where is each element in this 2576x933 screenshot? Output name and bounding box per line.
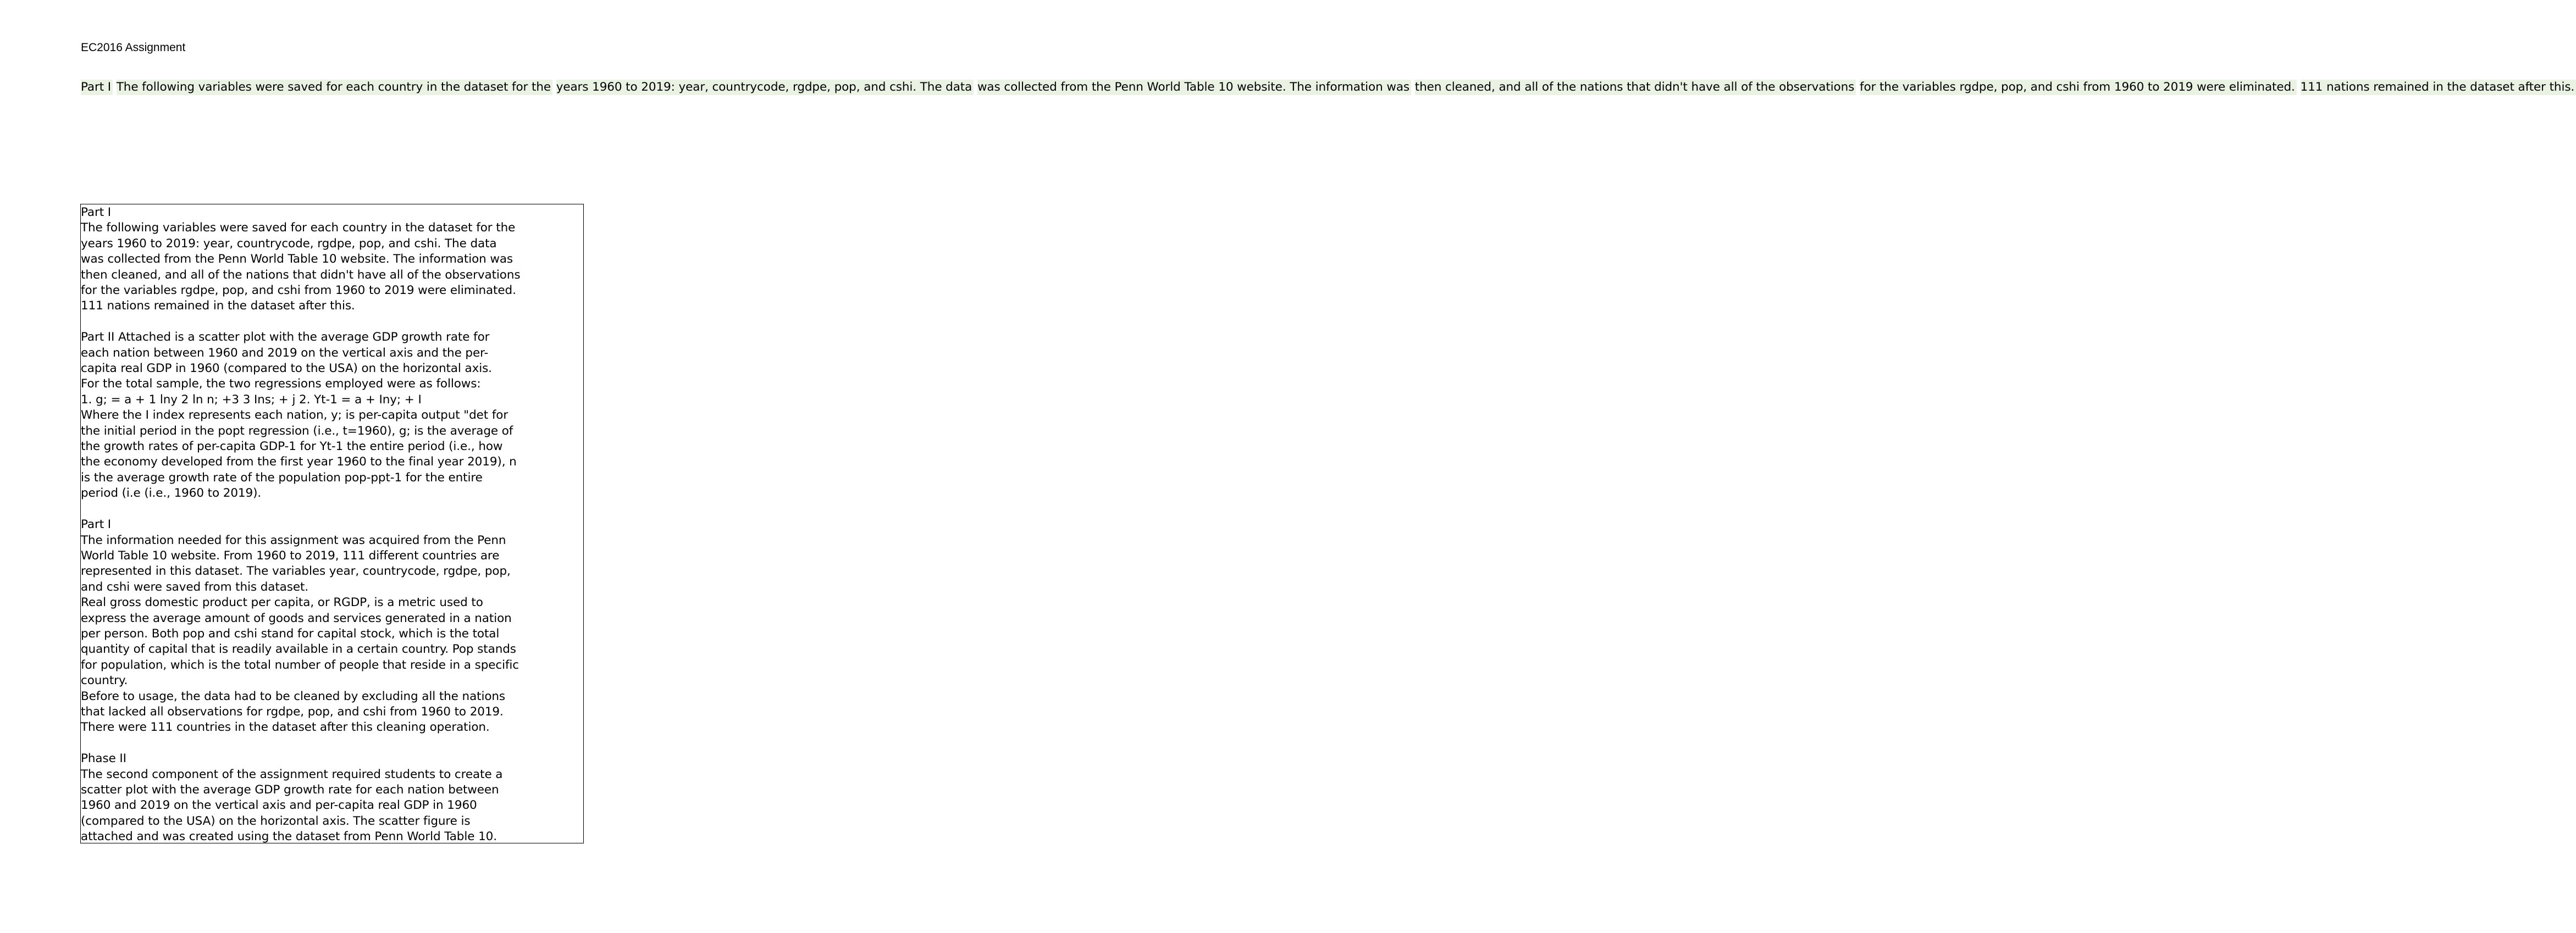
summary-line bbox=[81, 80, 113, 95]
paragraph-2-line: For the total sample, the two regressions employed were as follows: bbox=[81, 377, 481, 391]
paragraph-2-line: the economy developed from the first year 1960 to the final year 2019), n bbox=[81, 455, 517, 469]
bordered-text-content bbox=[81, 205, 521, 845]
summary-line-text: was collected from the Penn World Table 10 website. The information was bbox=[977, 80, 1409, 94]
paragraph-2-line: each nation between 1960 and 2019 on the vertical axis and the per- bbox=[81, 346, 489, 360]
paragraph-3-heading: Part I bbox=[81, 518, 112, 532]
paragraph-1-line: then cleaned, and all of the nations that didn't have all of the observations bbox=[81, 268, 521, 282]
paragraph-3-line: per person. Both pop and cshi stand for capital stock, which is the total bbox=[81, 626, 500, 641]
paragraph-2-line: Where the I index represents each nation, y; is per-capita output "det for bbox=[81, 408, 508, 423]
summary-line-text: for the variables rgdpe, pop, and cshi from 1960 to 2019 were eliminated. bbox=[1859, 80, 2295, 94]
paragraph-gap bbox=[81, 314, 521, 330]
summary-line-text: Part I bbox=[81, 80, 112, 94]
paragraph-1-line: for the variables rgdpe, pop, and cshi from 1960 to 2019 were eliminated. bbox=[81, 284, 516, 298]
summary-line bbox=[117, 80, 552, 95]
paragraph-gap bbox=[81, 736, 521, 751]
paragraph-4-line: attached and was created using the dataset from Penn World Table 10. bbox=[81, 830, 497, 844]
paragraph-4-line: The second component of the assignment required students to create a bbox=[81, 767, 503, 781]
paragraph-3-line: There were 111 countries in the dataset after this cleaning operation. bbox=[81, 720, 490, 735]
paragraph-4-heading: Phase II bbox=[81, 752, 126, 766]
paragraph-3-line: represented in this dataset. The variables year, countrycode, rgdpe, pop, bbox=[81, 564, 511, 579]
paragraph-3-line: The information needed for this assignment was acquired from the Penn bbox=[81, 533, 506, 547]
paragraph-4-line: 1960 and 2019 on the vertical axis and per-capita real GDP in 1960 bbox=[81, 798, 477, 813]
paragraph-3-line: and cshi were saved from this dataset. bbox=[81, 580, 309, 594]
paragraph-3-line: that lacked all observations for rgdpe, pop, and cshi from 1960 to 2019. bbox=[81, 704, 504, 719]
paragraph-1-line: The following variables were saved for each country in the dataset for the bbox=[81, 221, 516, 235]
summary-line-text: years 1960 to 2019: year, countrycode, rgdpe, pop, and cshi. The data bbox=[556, 80, 972, 94]
paragraph-2-line: the growth rates of per-capita GDP-1 for Yt-1 the entire period (i.e., how bbox=[81, 440, 503, 454]
summary-line-text: 111 nations remained in the dataset after this. bbox=[2300, 80, 2575, 94]
paragraph-2-line: 1. g; = a + 1 lny 2 ln n; +3 3 Ins; + j 2. Yt-1 = a + Iny; + I bbox=[81, 392, 422, 407]
summary-line bbox=[1415, 80, 1856, 95]
paragraph-2-line: Part II Attached is a scatter plot with the average GDP growth rate for bbox=[81, 330, 490, 345]
paragraph-4-line: (compared to the USA) on the horizontal axis. The scatter figure is bbox=[81, 814, 471, 828]
paragraph-3-line: quantity of capital that is readily available in a certain country. Pop stands bbox=[81, 642, 516, 657]
summary-line-text: then cleaned, and all of the nations that didn't have all of the observations bbox=[1414, 80, 1855, 94]
paragraph-3-line: for population, which is the total number of people that reside in a specific bbox=[81, 658, 519, 672]
paragraph-2-line: period (i.e (i.e., 1960 to 2019). bbox=[81, 486, 262, 501]
summary-line bbox=[1860, 80, 2297, 95]
paragraph-3-line: Before to usage, the data had to be cleaned by excluding all the nations bbox=[81, 689, 506, 703]
highlighted-summary bbox=[81, 80, 2576, 95]
bordered-text-box bbox=[80, 204, 584, 843]
document-title: EC2016 Assignment bbox=[81, 41, 186, 54]
paragraph-2-line: is the average growth rate of the population pop-ppt-1 for the entire bbox=[81, 470, 483, 485]
paragraph-4-line: scatter plot with the average GDP growth rate for each nation between bbox=[81, 782, 499, 797]
paragraph-3-line: World Table 10 website. From 1960 to 2019, 111 different countries are bbox=[81, 548, 500, 563]
summary-line bbox=[977, 80, 1411, 95]
paragraph-1-line: 111 nations remained in the dataset after this. bbox=[81, 299, 355, 313]
summary-line bbox=[2301, 80, 2576, 95]
paragraph-2-line: capita real GDP in 1960 (compared to the USA) on the horizontal axis. bbox=[81, 362, 492, 376]
paragraph-1-line: years 1960 to 2019: year, countrycode, rgdpe, pop, and cshi. The data bbox=[81, 236, 497, 251]
paragraph-3-line: Real gross domestic product per capita, or RGDP, is a metric used to bbox=[81, 596, 483, 610]
paragraph-1-heading: Part I bbox=[81, 206, 112, 219]
paragraph-1-line: was collected from the Penn World Table 10 website. The information was bbox=[81, 252, 513, 266]
summary-line bbox=[556, 80, 974, 95]
paragraph-2-line: the initial period in the popt regression (i.e., t=1960), g; is the average of bbox=[81, 424, 513, 438]
paragraph-3-line: express the average amount of goods and services generated in a nation bbox=[81, 611, 512, 625]
paragraph-gap bbox=[81, 502, 521, 517]
paragraph-3-line: country. bbox=[81, 674, 128, 688]
summary-line-text: The following variables were saved for each country in the dataset for the bbox=[116, 80, 551, 94]
